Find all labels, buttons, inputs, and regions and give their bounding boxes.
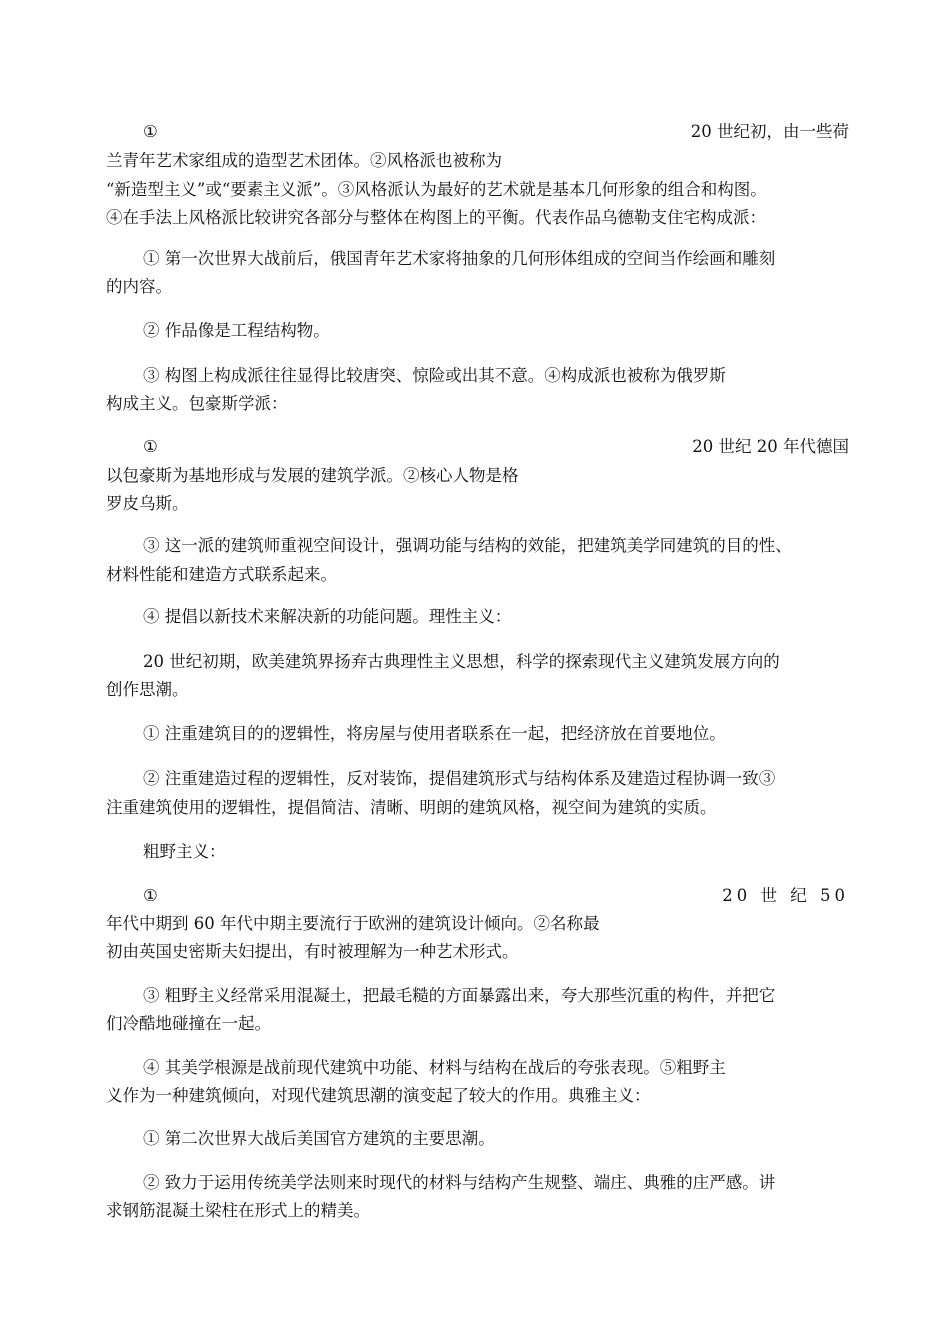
paragraph-line [143, 886, 849, 906]
paragraph-line: 创作思潮。 [106, 680, 189, 699]
list-marker: ① [143, 437, 158, 456]
paragraph-line: ① 第二次世界大战后美国官方建筑的主要思潮。 [143, 1129, 495, 1148]
list-marker: ① [143, 122, 158, 141]
paragraph-line: 罗皮乌斯。 [106, 494, 189, 513]
paragraph-line: ③ 构图上构成派往往显得比较唐突、惊险或出其不意。④构成派也被称为俄罗斯 [143, 366, 726, 385]
paragraph-line: 们冷酷地碰撞在一起。 [106, 1014, 271, 1033]
paragraph-line: ② 注重建造过程的逻辑性，反对装饰，提倡建筑形式与结构体系及建造过程协调一致③ [143, 769, 776, 788]
paragraph-line: 材料性能和建造方式联系起来。 [106, 565, 337, 584]
paragraph-line: ② 作品像是工程结构物。 [143, 321, 330, 340]
line-right-text: 20 世纪初，由一些荷 [690, 122, 849, 141]
paragraph-line: ③ 粗野主义经常采用混凝土，把最毛糙的方面暴露出来，夸大那些沉重的构件，并把它 [143, 986, 776, 1005]
paragraph-line: 求钢筋混凝土梁柱在形式上的精美。 [106, 1201, 370, 1220]
paragraph-line [143, 437, 849, 457]
paragraph-line: ③ 这一派的建筑师重视空间设计，强调功能与结构的效能，把建筑美学同建筑的目的性、 [143, 536, 792, 555]
paragraph-line: ① 第一次世界大战前后，俄国青年艺术家将抽象的几何形体组成的空间当作绘画和雕刻 [143, 249, 776, 268]
paragraph-line [143, 122, 849, 142]
paragraph-line: 兰青年艺术家组成的造型艺术团体。②风格派也被称为 [106, 151, 502, 170]
paragraph-line: ④在手法上风格派比较讲究各部分与整体在构图上的平衡。代表作品乌德勒支住宅构成派： [106, 208, 766, 227]
paragraph-line: ② 致力于运用传统美学法则来时现代的材料与结构产生规整、端庄、典雅的庄严感。讲 [143, 1173, 776, 1192]
paragraph-line: ① 注重建筑目的的逻辑性，将房屋与使用者联系在一起，把经济放在首要地位。 [143, 724, 726, 743]
paragraph-line: 以包豪斯为基地形成与发展的建筑学派。②核心人物是格 [106, 466, 519, 485]
paragraph-line: 年代中期到 60 年代中期主要流行于欧洲的建筑设计倾向。②名称最 [106, 914, 600, 933]
paragraph-line: 义作为一种建筑倾向，对现代建筑思潮的演变起了较大的作用。典雅主义： [106, 1086, 651, 1105]
line-right-text: 20 世 纪 50 [722, 886, 849, 905]
paragraph-line: ④ 其美学根源是战前现代建筑中功能、材料与结构在战后的夸张表现。⑤粗野主 [143, 1058, 726, 1077]
paragraph-line: 20 世纪初期，欧美建筑界扬弃古典理性主义思想，科学的探索现代主义建筑发展方向的 [143, 652, 780, 671]
line-right-text: 20 世纪 20 年代德国 [692, 437, 849, 456]
paragraph-line: 注重建筑使用的逻辑性，提倡简洁、清晰、明朗的建筑风格，视空间为建筑的实质。 [106, 798, 717, 817]
paragraph-line: ④ 提倡以新技术来解决新的功能问题。理性主义： [143, 607, 512, 626]
paragraph-line: “新造型主义”或“要素主义派”。③风格派认为最好的艺术就是基本几何形象的组合和构图。 [106, 180, 767, 199]
paragraph-line: 的内容。 [106, 277, 172, 296]
paragraph-line: 初由英国史密斯夫妇提出，有时被理解为一种艺术形式。 [106, 942, 519, 961]
section-heading: 粗野主义： [143, 842, 226, 861]
list-marker: ① [143, 886, 158, 905]
paragraph-line: 构成主义。包豪斯学派： [106, 394, 288, 413]
